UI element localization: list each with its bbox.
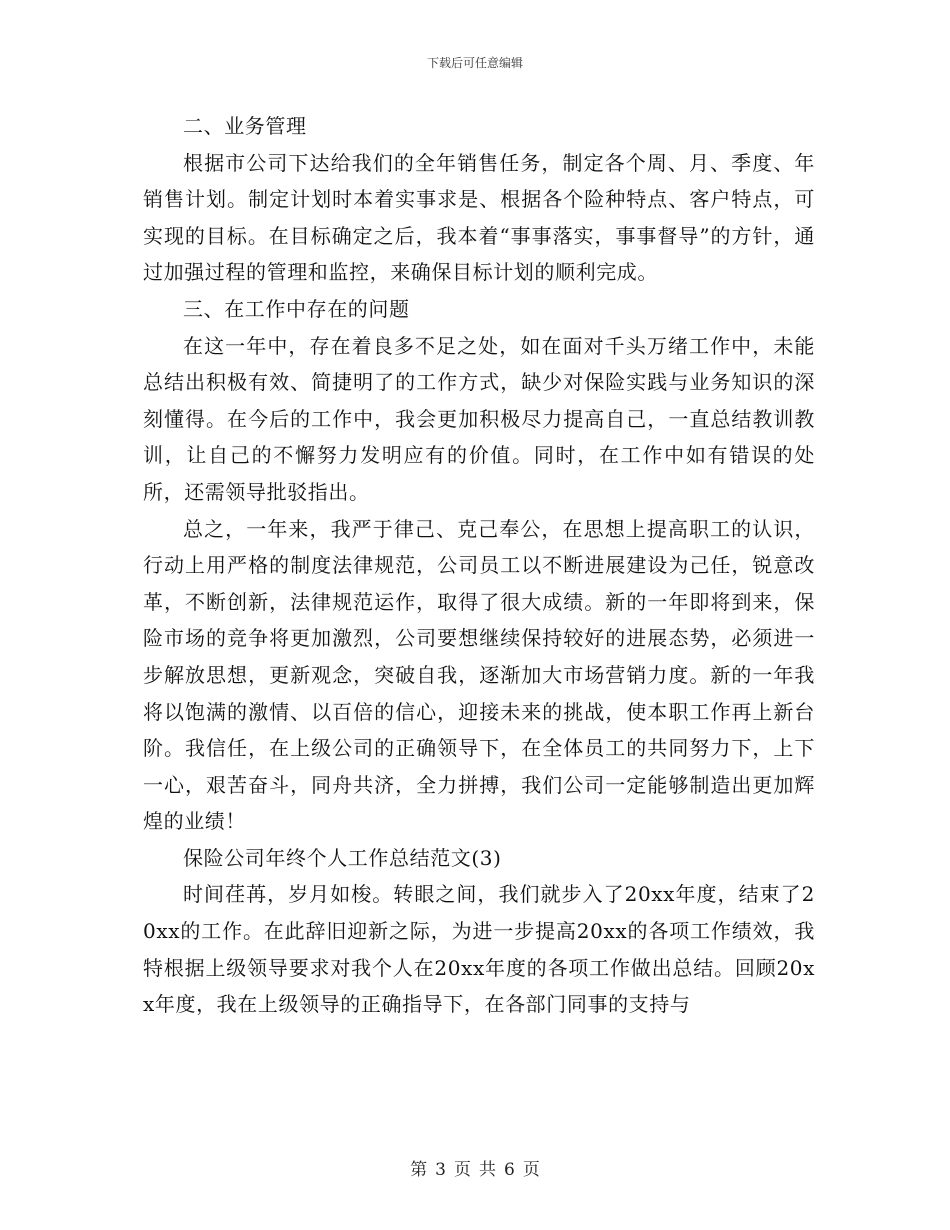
footer-label-total: 共 <box>479 1160 496 1180</box>
paragraph-time-review: 时间荏苒，岁月如梭。转眼之间，我们就步入了20xx年度，结束了20xx的工作。在此辞旧迎新之际，为进一步提高20xx的各项工作绩效，我特根据上级领导要求对我个人在20xx年度的各项工作做出总结。回顾20xx年度，我在上级领导的正确指导下，在各部门同事的支持与 <box>143 882 815 1017</box>
page-footer <box>0 1155 950 1180</box>
section-heading-business-management: 二、业务管理 <box>183 114 307 138</box>
page-header: 下载后可任意编辑 <box>426 56 523 70</box>
paragraph-sales-plan: 根据市公司下达给我们的全年销售任务，制定各个周、月、季度、年销售计划。制定计划时本着实事求是、根据各个险种特点、客户特点，可实现的目标。在目标确定之后，我本着“事事落实，事事督导”的方针，通过加强过程的管理和监控，来确保目标计划的顺利完成。 <box>143 150 815 285</box>
footer-label-page-unit: 页 <box>454 1160 471 1180</box>
footer-total-pages: 6 <box>504 1160 515 1180</box>
document-body <box>143 108 815 1023</box>
footer-label-total-unit: 页 <box>522 1160 540 1180</box>
section-heading-problems: 三、在工作中存在的问题 <box>183 296 410 321</box>
paragraph-shortcomings: 在这一年中，存在着良多不足之处，如在面对千头万绪工作中，未能总结出积极有效、简捷明了的工作方式，缺少对保险实践与业务知识的深刻懂得。在今后的工作中，我会更加积极尽力提高自己，一直总结教训教训，让自己的不懈努力发明应有的价值。同时，在工作中如有错误的处所，还需领导批驳指出。 <box>143 333 815 504</box>
footer-label-page: 第 <box>410 1160 428 1180</box>
paragraph-summary: 总之，一年来，我严于律己、克己奉公，在思想上提高职工的认识，行动上用严格的制度法律规范，公司员工以不断进展建设为己任，锐意改革，不断创新，法律规范运作，取得了很大成绩。新的一年即将到来，保险市场的竞争将更加激烈，公司要想继续保持较好的进展态势，必须进一步解放思想，更新观念，突破自我，逐渐加大市场营销力度。新的一年我将以饱满的激情、以百倍的信心，迎接未来的挑战，使本职工作再上新台阶。我信任，在上级公司的正确领导下，在全体员工的共同努力下，上下一心，艰苦奋斗，同舟共济，全力拼搏，我们公司一定能够制造出更加辉煌的业绩！ <box>143 516 815 834</box>
section-heading-sample-3: 保险公司年终个人工作总结范文(3) <box>183 845 502 870</box>
footer-current-page: 3 <box>435 1160 446 1180</box>
